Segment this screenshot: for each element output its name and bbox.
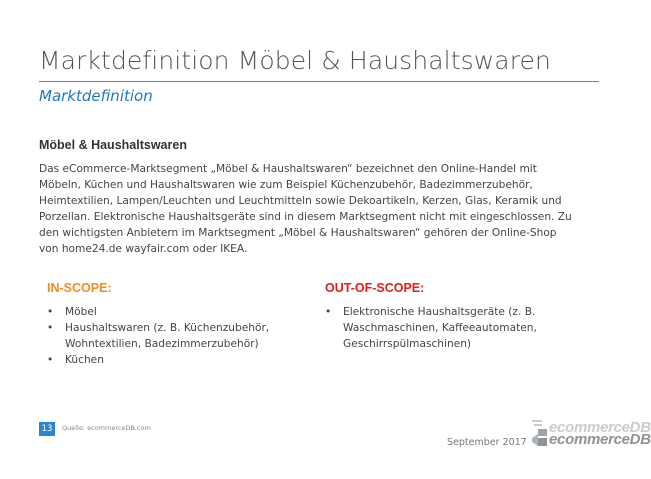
list-item (47, 304, 302, 320)
list-item-text: Geschirrspülmaschinen) (343, 338, 472, 350)
bullet-icon: • (47, 322, 54, 334)
list-item (325, 304, 595, 352)
ecommercedb-logo-icon (532, 420, 548, 450)
source-note: Quelle: ecommerceDB.com (62, 424, 151, 432)
logo-wordmark: ecommerceDB (549, 419, 651, 436)
list-item-text: Elektronische Haushaltsgeräte (z. B. (343, 306, 536, 318)
logo-wordmark: ecommerceDB (549, 431, 651, 448)
intro-line: von home24.de wayfair.com oder IKEA. (39, 243, 248, 255)
page-subtitle: Marktdefinition (39, 87, 153, 105)
page-title: Marktdefinition Möbel & Haushaltswaren (39, 46, 551, 75)
out-of-scope-heading: OUT-OF-SCOPE: (325, 281, 425, 295)
intro-paragraph (39, 161, 604, 257)
list-item-text: Möbel (65, 306, 97, 318)
section-heading: Möbel & Haushaltswaren (39, 138, 187, 152)
bullet-icon: • (325, 306, 332, 318)
in-scope-list (47, 304, 302, 368)
page-number-badge: 13 (39, 422, 55, 436)
out-of-scope-list (325, 304, 595, 352)
footer-date: September 2017 (447, 437, 527, 448)
intro-line: Möbeln, Küchen und Haushaltswaren wie zum Beispiel Küchenzubehör, Badezimmerzubehör, (39, 179, 533, 191)
intro-line: Porzellan. Elektronische Haushaltsgeräte sind in diesem Marktsegment nicht mit eingeschlossen. Zu (39, 211, 572, 223)
list-item-text: Waschmaschinen, Kaffeeautomaten, (343, 322, 537, 334)
bullet-icon: • (47, 306, 54, 318)
list-item-text: Haushaltswaren (z. B. Küchenzubehör, (65, 322, 270, 334)
list-item (47, 352, 302, 368)
intro-line: den wichtigsten Anbietern im Marktsegment „Möbel & Haushaltswaren“ gehören der Online-Shop (39, 227, 557, 239)
intro-line: Das eCommerce-Marktsegment „Möbel & Haushaltswaren“ bezeichnet den Online-Handel mit (39, 163, 537, 175)
bullet-icon: • (47, 354, 54, 366)
ecommercedb-logo (532, 418, 651, 454)
list-item-text: Küchen (65, 354, 104, 366)
intro-line: Heimtextilien, Lampen/Leuchten und Leuchtmitteln sowie Dekoartikeln, Kerzen, Glas, Keramik und (39, 195, 562, 207)
list-item (47, 320, 302, 352)
in-scope-heading: IN-SCOPE: (47, 281, 112, 295)
list-item-text: Wohntextilien, Badezimmerzubehör) (65, 338, 259, 350)
title-divider (39, 81, 599, 82)
